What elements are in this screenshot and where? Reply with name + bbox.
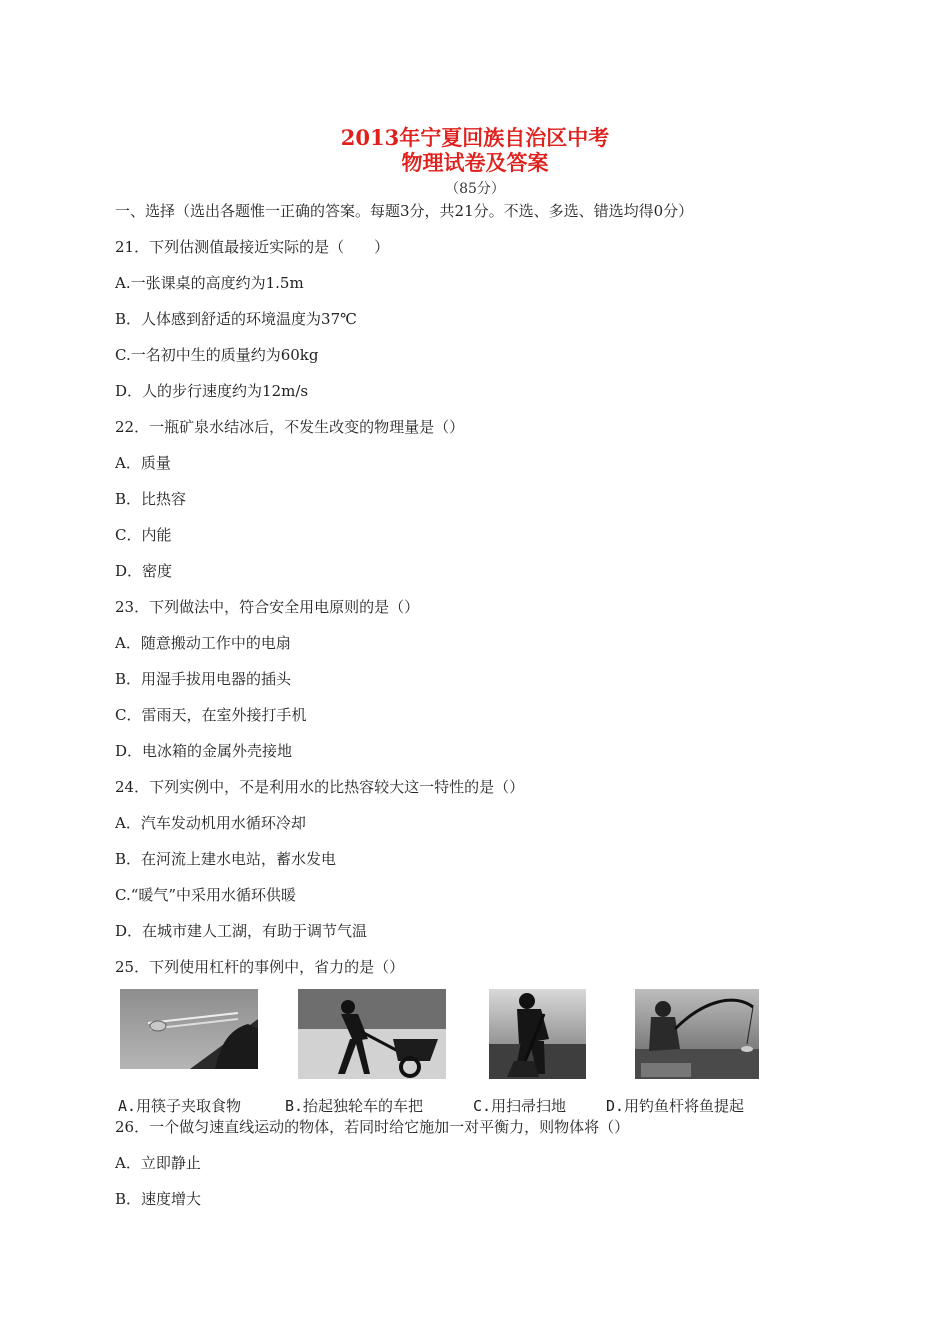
question-25-caption-b: B.抬起独轮车的车把 <box>285 1097 424 1115</box>
question-23-option-a: A．随意搬动工作中的电扇 <box>115 634 291 652</box>
question-22-stem: 22．一瓶矿泉水结冰后，不发生改变的物理量是（） <box>115 418 465 436</box>
question-25-caption-d: D.用钓鱼杆将鱼提起 <box>606 1097 745 1115</box>
question-22-option-d: D．密度 <box>115 562 173 580</box>
fishing-rod-photo-icon <box>635 989 759 1079</box>
question-24-option-d: D．在城市建人工湖，有助于调节气温 <box>115 922 368 940</box>
question-21-option-d: D．人的步行速度约为12m/s <box>115 382 309 400</box>
question-24-stem: 24．下列实例中，不是利用水的比热容较大这一特性的是（） <box>115 778 525 796</box>
question-25-caption-c: C.用扫帚扫地 <box>473 1097 567 1115</box>
exam-title-line1: 2013年宁夏回族自治区中考 <box>340 125 610 150</box>
question-21-option-c: C.一名初中生的质量约为60kg <box>115 346 319 364</box>
question-25-stem: 25．下列使用杠杆的事例中，省力的是（） <box>115 958 405 976</box>
broom-photo-icon <box>489 989 586 1079</box>
wheelbarrow-photo-icon <box>298 989 446 1079</box>
question-24-option-b: B．在河流上建水电站，蓄水发电 <box>115 850 337 868</box>
question-24-option-a: A．汽车发动机用水循环冷却 <box>115 814 306 832</box>
question-23-option-b: B．用湿手拔用电器的插头 <box>115 670 292 688</box>
question-23-option-c: C．雷雨天，在室外接打手机 <box>115 706 307 724</box>
question-25-captions <box>118 1095 778 1117</box>
question-21-option-a: A.一张课桌的高度约为1.5m <box>115 274 304 292</box>
total-score: （85分） <box>445 181 505 197</box>
question-23-stem: 23．下列做法中，符合安全用电原则的是（） <box>115 598 420 616</box>
question-21-stem: 21．下列估测值最接近实际的是（ ） <box>115 238 390 256</box>
question-22-option-b: B．比热容 <box>115 490 187 508</box>
chopsticks-photo-icon <box>120 989 258 1069</box>
question-26-stem: 26．一个做匀速直线运动的物体，若同时给它施加一对平衡力，则物体将（） <box>115 1118 630 1136</box>
question-25-caption-a: A.用筷子夹取食物 <box>118 1097 242 1115</box>
exam-title-line2: 物理试卷及答案 <box>401 150 549 175</box>
question-26-option-a: A．立即静止 <box>115 1154 201 1172</box>
question-24-option-c: C.“暖气”中采用水循环供暖 <box>115 886 297 904</box>
question-26-option-b: B．速度增大 <box>115 1190 202 1208</box>
question-23-option-d: D．电冰箱的金属外壳接地 <box>115 742 293 760</box>
question-22-option-a: A．质量 <box>115 454 171 472</box>
section-heading: 一、选择（选出各题惟一正确的答案。每题3分，共21分。不选、多选、错选均得0分） <box>115 202 694 220</box>
question-21-option-b: B．人体感到舒适的环境温度为37℃ <box>115 310 357 328</box>
question-22-option-c: C．内能 <box>115 526 172 544</box>
question-25-images <box>115 989 775 1079</box>
